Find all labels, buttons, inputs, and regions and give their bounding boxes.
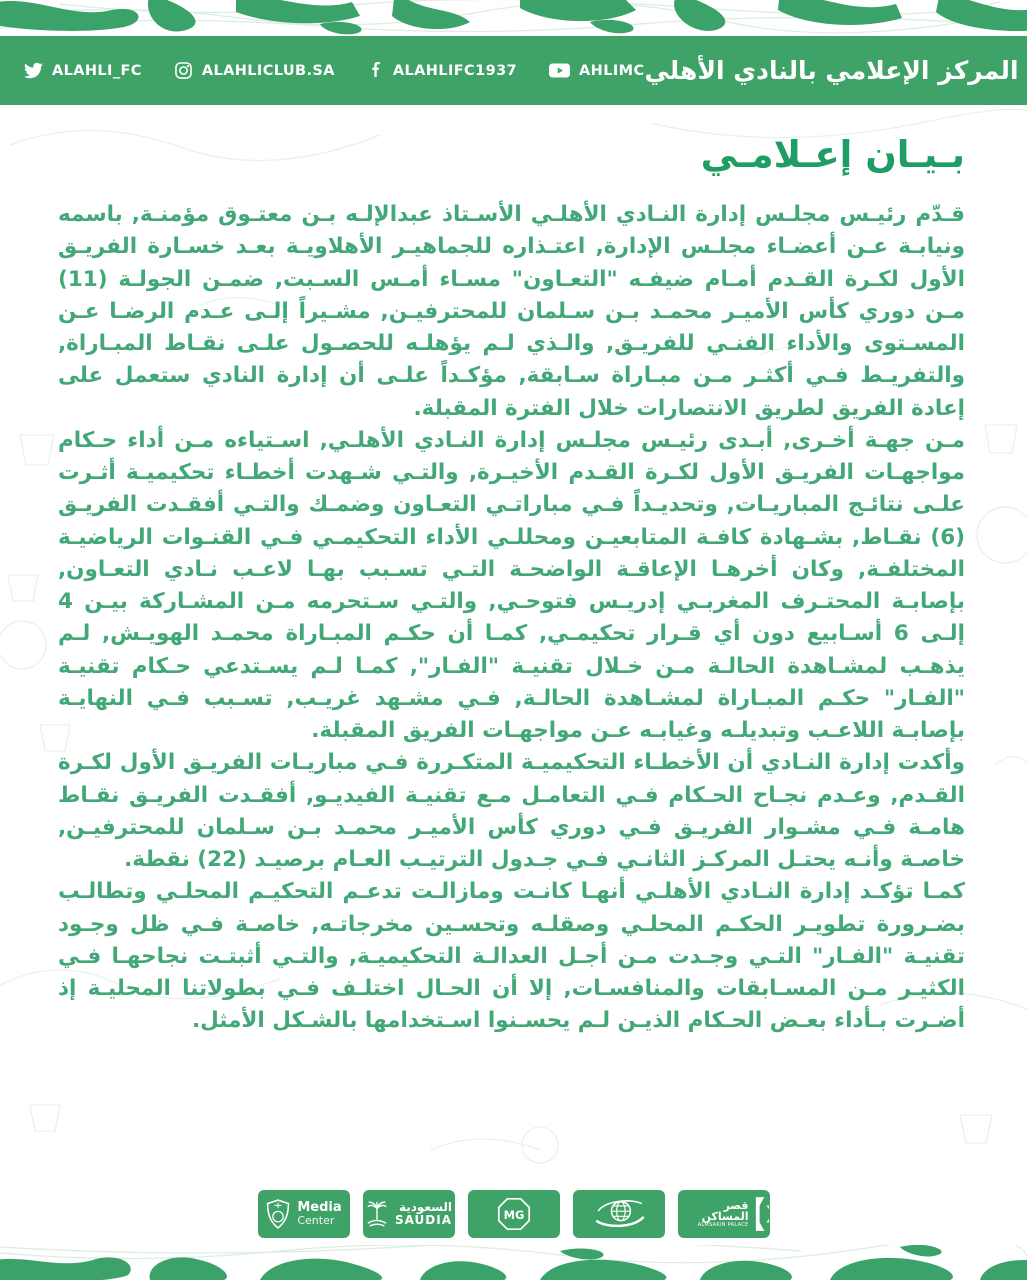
saudia-palm-icon [365, 1199, 389, 1229]
palace-building-icon [754, 1197, 769, 1231]
youtube-handle: AHLIMC [579, 62, 645, 79]
statement-title: بـيـان إعـلامـي [700, 133, 965, 176]
sponsor-saudia [363, 1190, 455, 1238]
header-brand [645, 42, 1027, 100]
paragraph-1: قـدّم رئيـس مجلـس إدارة النـادي الأهلـي الأسـتاذ عبدالإلـه بـن معتـوق مؤمنـة, باسمه ونيابـة عـن أعضـاء مجلـس الإدارة, اعتـذاره للجماهيـر الأهلاويـة بعـد خسـارة الفريـق الأول لكـرة القـدم أمـام ضيفـه "التعـاون" مسـاء أمـس السـبت, ضمـن الجولـة (11) مـن دوري كأس الأميـر محمـد بـن سـلمان للمحترفيـن, مشـيراً إلـى عـدم الرضـا عـن المسـتوى والأداء الفنـي للفريـق, والـذي لـم يؤهلـه للحصـول علـى نقـاط المبـاراة, والتفريـط فـي أكثـر مـن مبـاراة سـابقة, مؤكـداً علـى أن إدارة النادي ستعمل على إعادة الفريق لطريق الانتصارات خلال الفترة المقبلة. [58, 202, 965, 421]
sponsor-globe [573, 1190, 665, 1238]
palace-label-en: ALMSAKIN PALACE [697, 1221, 749, 1228]
facebook-icon [367, 61, 384, 80]
instagram-icon [174, 61, 193, 80]
statement-text [58, 199, 965, 1038]
media-center-crest-icon [265, 1198, 291, 1230]
saudia-label-ar: السعودية [398, 1200, 453, 1215]
paragraph-4: كمـا تؤكـد إدارة النـادي الأهلـي أنهـا كانـت ومازالـت تدعـم التحكيـم المحلـي وتطالـب بضـرورة تطويـر الحكـم المحلـي وصقلـه وتحسـين مخرجاتـه, خاصـة فـي ظل وجـود تقنيـة "الفـار" التـي وجـدت مـن أجـل العدالـة التحكيميـة, والتـي أثبتـت نجاحهـا فـي الكثيـر مـن المسـابقات والمنافسـات, إلا أن الحـال اختلـف فـي بطولاتنا المحليـة إذ أضـرت بـأداء بعـض الحـكام الذيـن لـم يحسـنوا اسـتخدامها بالشـكل الأمثل. [58, 879, 965, 1034]
social-link-instagram[interactable] [174, 61, 335, 80]
sponsor-almsakin-palace [678, 1190, 770, 1238]
globe-swoosh-icon [590, 1196, 648, 1232]
youtube-icon [549, 62, 570, 79]
palace-label-ar: قصر المساكن [701, 1198, 749, 1224]
social-link-twitter[interactable] [24, 61, 142, 80]
paragraph-2: مـن جهـة أخـرى, أبـدى رئيـس مجلـس إدارة النـادي الأهلـي, اسـتياءه مـن أداء حـكام مواجهـات الفريـق الأول لكـرة القـدم الأخيـرة, والتـي شـهدت أخطـاء تحكيميـة أثـرت علـى نتائـج المباريـات, وتحديـداً فـي مباراتـي التعـاون وضمـك والتـي أفقـدت الفريـق (6) نقـاط, بشـهادة كافـة المتابعيـن ومحللـي الأداء التحكيمـي فـي القنـوات الرياضيـة المختلفـة, وكان أخرهـا الإعاقـة الواضحـة التـي تسـبب بهـا لاعـب نـادي التعـاون, بإصابـة المحتـرف المغربـي إدريـس فتوحـي, والتـي سـتحرمه مـن المشـاركة بيـن 4 إلـى 6 أسـابيع دون أي قـرار تحكيمـي, كمـا أن حكـم المبـاراة محمـد الهويـش, لـم يذهـب لمشـاهدة الحالـة مـن خـلال تقنيـة "الفـار", كمـا لـم يسـتدعي حـكام تقنيـة "الفـار" حكـم المبـاراة لمشـاهدة الحالـة, فـي مشـهد غريـب, تسـبب فـي النهايـة بإصابـة اللاعـب وتبديلـه وغيابـه عـن مواجهـات الفريق المقبلة. [58, 427, 965, 743]
header-bar [0, 36, 1027, 105]
instagram-handle: ALAHLICLUB.SA [201, 62, 335, 79]
sponsor-row [0, 1190, 1027, 1238]
facebook-handle: ALAHLIFC1937 [392, 62, 518, 79]
bottom-pattern-band [0, 1245, 1027, 1280]
media-center-sublabel: Center [297, 1214, 335, 1228]
statement-body [0, 105, 1027, 1180]
mg-label: MG [503, 1207, 524, 1222]
media-center-title: المركز الإعلامي بالنادي الأهلي [644, 56, 1019, 85]
twitter-handle: ALAHLI_FC [52, 62, 142, 79]
top-pattern-band [0, 0, 1027, 36]
social-link-facebook[interactable] [367, 61, 517, 80]
social-link-youtube[interactable] [549, 62, 644, 79]
media-center-label: Media [297, 1200, 342, 1216]
twitter-icon [24, 61, 43, 80]
mg-octagon-icon [495, 1195, 533, 1233]
saudia-label-en: SAUDIA [394, 1213, 453, 1227]
social-links [24, 61, 645, 80]
paragraph-3: وأكدت إدارة النـادي أن الأخطـاء التحكيميـة المتكـررة فـي مباريـات الفريـق الأول لكـرة القـدم, وعـدم نجـاح الحـكام فـي التعامـل مـع تقنيـة الفيديـو, أفقـدت الفريـق نقـاط هامـة فـي مشـوار الفريـق فـي دوري كأس الأميـر محمـد بـن سـلمان للمحترفيـن, خاصـة وأنـه يحتـل المركـز الثانـي فـي جـدول الترتيـب العـام برصيـد (22) نقطة. [58, 750, 965, 872]
sponsor-mg [468, 1190, 560, 1238]
sponsor-media-center [258, 1190, 350, 1238]
